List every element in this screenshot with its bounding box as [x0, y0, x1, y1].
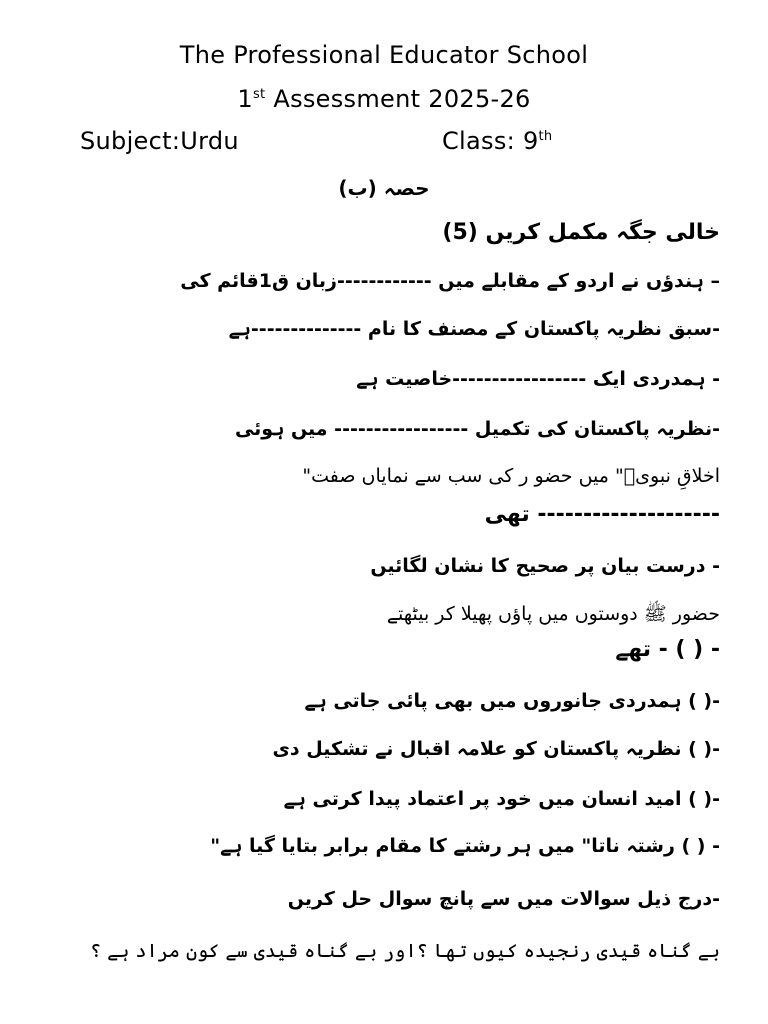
- fill-blank-item: اخلاقِ نبویؐ" میں حضو ر کی سب سے نمایاں صفت": [302, 465, 720, 487]
- questions-heading: -درج ذیل سوالات میں سے پانچ سوال حل کریں: [287, 888, 720, 910]
- question-item: بے گناہ قیدی رنجیدہ کیوں تھا ؟اور بے گناہ قیدی سے کون مراد ہے ؟: [89, 940, 720, 962]
- school-name: The Professional Educator School: [179, 41, 589, 69]
- fill-blank-item: – ہندؤں نے اردو کے مقابلے میں ------------زبان ق1قائم کی: [180, 270, 720, 292]
- assessment-ordinal: 1: [237, 85, 253, 113]
- true-false-heading: - درست بیان پر صحیح کا نشان لگائیں: [370, 555, 720, 577]
- fill-blanks-heading: خالی جگہ مکمل کریں (5): [442, 220, 720, 245]
- true-false-item: -( ) ہمدردی جانوروں میں بھی پائی جاتی ہے: [304, 690, 720, 712]
- fill-blank-item: -نظریہ پاکستان کی تکمیل ----------------- میں ہوئی: [234, 418, 720, 440]
- true-false-intro: حضور ﷺ دوستوں میں پاؤں پھیلا کر بیٹھتے: [386, 603, 720, 625]
- class-text: Class: 9: [442, 127, 539, 155]
- assessment-ordinal-suffix: st: [252, 87, 266, 102]
- assessment-title: [0, 85, 768, 113]
- true-false-item: -( ) امید انسان میں خود پر اعتماد پیدا کرتی ہے: [283, 788, 720, 810]
- class-suffix: th: [538, 129, 553, 144]
- true-false-item: -( ) نظریہ پاکستان کو علامہ اقبال نے تشکیل دی: [272, 738, 720, 760]
- fill-blank-item: - ہمدردی ایک -----------------خاصیت ہے: [356, 368, 720, 390]
- subject-label: Subject:Urdu: [80, 127, 239, 155]
- assessment-rest: Assessment 2025-26: [265, 85, 531, 113]
- fill-blank-item-continuation: -------------------- تھی: [484, 502, 720, 527]
- fill-blank-item: -سبق نظریہ پاکستان کے مصنف کا نام --------------ہے: [228, 318, 720, 340]
- section-title: حصہ (ب): [338, 176, 430, 200]
- true-false-item: - ( ) رشتہ ناتا" میں ہر رشتے کا مقام برابر بتایا گیا ہے": [210, 835, 720, 857]
- true-false-item: - ( ) - تھے: [615, 637, 720, 662]
- class-label: [442, 127, 552, 155]
